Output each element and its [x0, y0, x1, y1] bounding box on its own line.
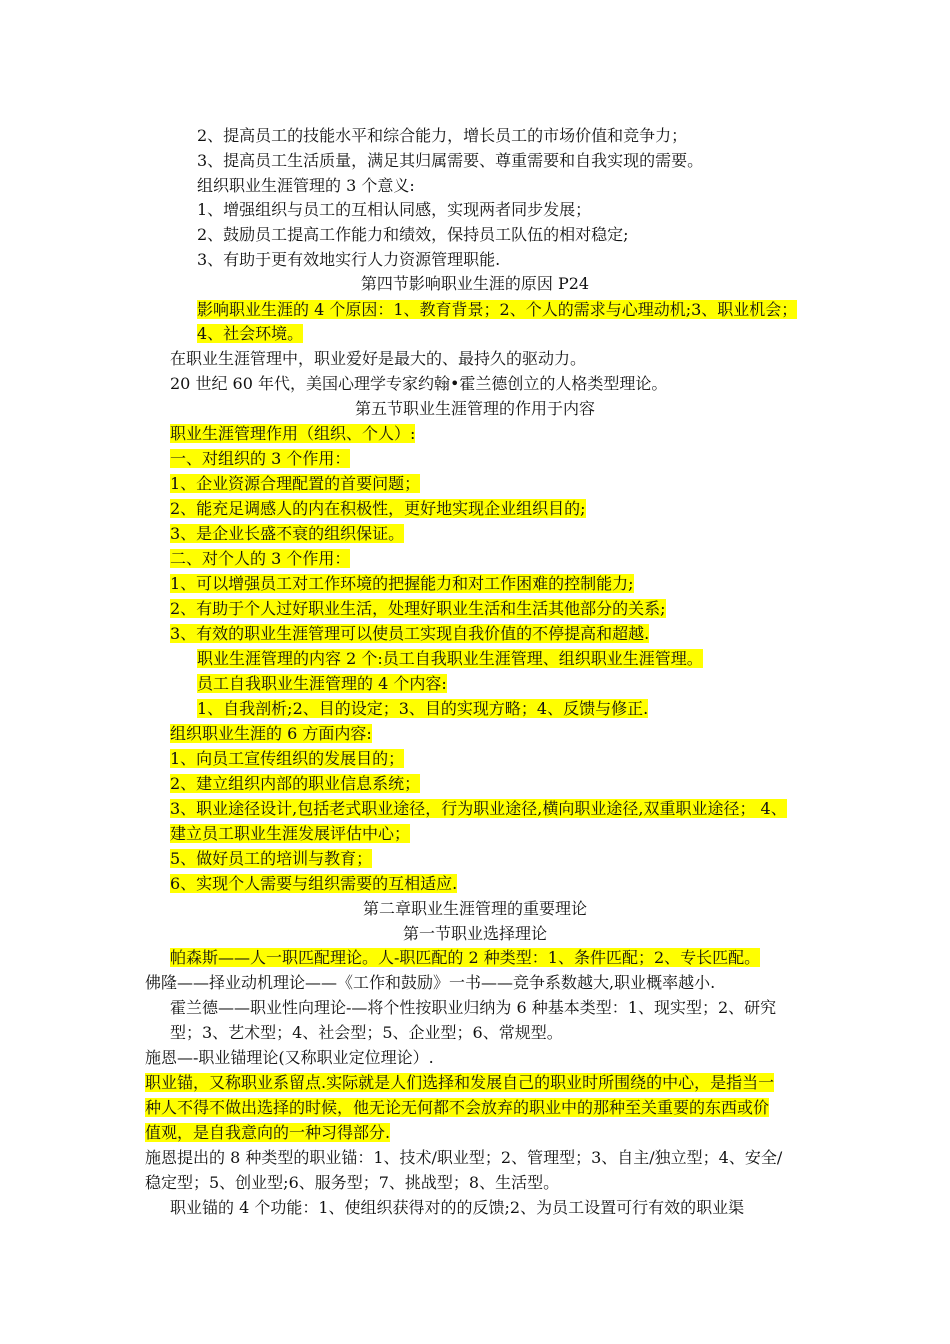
- text-line: 1、可以增强员工对工作环境的把握能力和对工作困难的控制能力;: [170, 574, 634, 593]
- text-line: 二、对个人的 3 个作用：: [170, 549, 351, 568]
- text-line: 影响职业生涯的 4 个原因：1、教育背景；2、个人的需求与心理动机;3、职业机会；: [197, 300, 798, 319]
- text-line: 1、企业资源合理配置的首要问题；: [170, 474, 421, 493]
- text-line: 2、有助于个人过好职业生活，处理好职业生活和生活其他部分的关系;: [170, 599, 666, 618]
- text-line: 建立员工职业生涯发展评估中心；: [170, 824, 411, 843]
- text-line: 职业生涯管理作用（组织、个人）:: [170, 424, 416, 443]
- section-heading: 第四节影响职业生涯的原因 P24: [360, 274, 590, 293]
- text-line: 3、提高员工生活质量，满足其归属需要、尊重需要和自我实现的需要。: [197, 151, 704, 170]
- text-line: 一、对组织的 3 个作用：: [170, 449, 351, 468]
- text-line: 施恩—-职业锚理论(又称职业定位理论）.: [145, 1048, 434, 1067]
- text-line: 在职业生涯管理中，职业爱好是最大的、最持久的驱动力。: [170, 349, 587, 368]
- text-line: 3、是企业长盛不衰的组织保证。: [170, 524, 405, 543]
- section-heading: 第一节职业选择理论: [402, 924, 547, 943]
- text-line: 组织职业生涯的 6 方面内容:: [170, 724, 372, 743]
- section-heading: 第五节职业生涯管理的作用于内容: [354, 399, 595, 418]
- text-line: 6、实现个人需要与组织需要的互相适应.: [170, 874, 458, 893]
- text-line: 4、社会环境。: [197, 324, 304, 343]
- text-line: 5、做好员工的培训与教育；: [170, 849, 373, 868]
- text-line: 3、有助于更有效地实行人力资源管理职能.: [197, 250, 501, 269]
- text-line: 职业生涯管理的内容 2 个:员工自我职业生涯管理、组织职业生涯管理。: [197, 649, 703, 668]
- text-line: 1、向员工宣传组织的发展目的；: [170, 749, 405, 768]
- text-line: 20 世纪 60 年代，美国心理学专家约翰•霍兰德创立的人格类型理论。: [170, 374, 668, 393]
- text-line: 2、提高员工的技能水平和综合能力，增长员工的市场价值和竞争力；: [197, 126, 688, 145]
- text-line: 帕森斯——人一职匹配理论。人-职匹配的 2 种类型：1、条件匹配；2、专长匹配。: [170, 948, 761, 967]
- text-line: 种人不得不做出选择的时候，他无论无何都不会放弃的职业中的那种至关重要的东西或价: [145, 1098, 770, 1117]
- text-line: 3、职业途径设计,包括老式职业途径，行为职业途径,横向职业途径,双重职业途径； 4、: [170, 799, 787, 818]
- text-line: 稳定型；5、创业型;6、服务型；7、挑战型；8、生活型。: [145, 1173, 560, 1192]
- text-line: 职业锚的 4 个功能：1、使组织获得对的的反馈;2、为员工设置可行有效的职业渠: [170, 1198, 745, 1217]
- text-line: 职业锚，又称职业系留点.实际就是人们选择和发展自己的职业时所围绕的中心，是指当一: [145, 1073, 775, 1092]
- text-line: 员工自我职业生涯管理的 4 个内容:: [197, 674, 447, 693]
- text-line: 2、能充足调感人的内在积极性，更好地实现企业组织目的;: [170, 499, 586, 518]
- text-line: 1、增强组织与员工的互相认同感，实现两者同步发展；: [197, 200, 592, 219]
- text-line: 型；3、艺术型；4、社会型；5、企业型；6、常规型。: [170, 1023, 563, 1042]
- text-line: 霍兰德——职业性向理论-—将个性按职业归纳为 6 种基本类型：1、现实型；2、研究: [170, 998, 777, 1017]
- text-line: 组织职业生涯管理的 3 个意义:: [197, 176, 415, 195]
- text-line: 2、建立组织内部的职业信息系统；: [170, 774, 421, 793]
- chapter-heading: 第二章职业生涯管理的重要理论: [362, 899, 587, 918]
- text-line: 值观，是自我意向的一种习得部分.: [145, 1123, 391, 1142]
- text-line: 佛隆——择业动机理论——《工作和鼓励》一书——竞争系数越大,职业概率越小.: [145, 973, 716, 992]
- text-line: 1、自我剖析;2、目的设定；3、目的实现方略；4、反馈与修正.: [197, 699, 649, 718]
- text-line: 施恩提出的 8 种类型的职业锚：1、技术/职业型；2、管理型；3、自主/独立型；4、安全/: [145, 1148, 783, 1167]
- text-line: 2、鼓励员工提高工作能力和绩效，保持员工队伍的相对稳定;: [197, 225, 629, 244]
- text-line: 3、有效的职业生涯管理可以使员工实现自我价值的不停提高和超越.: [170, 624, 650, 643]
